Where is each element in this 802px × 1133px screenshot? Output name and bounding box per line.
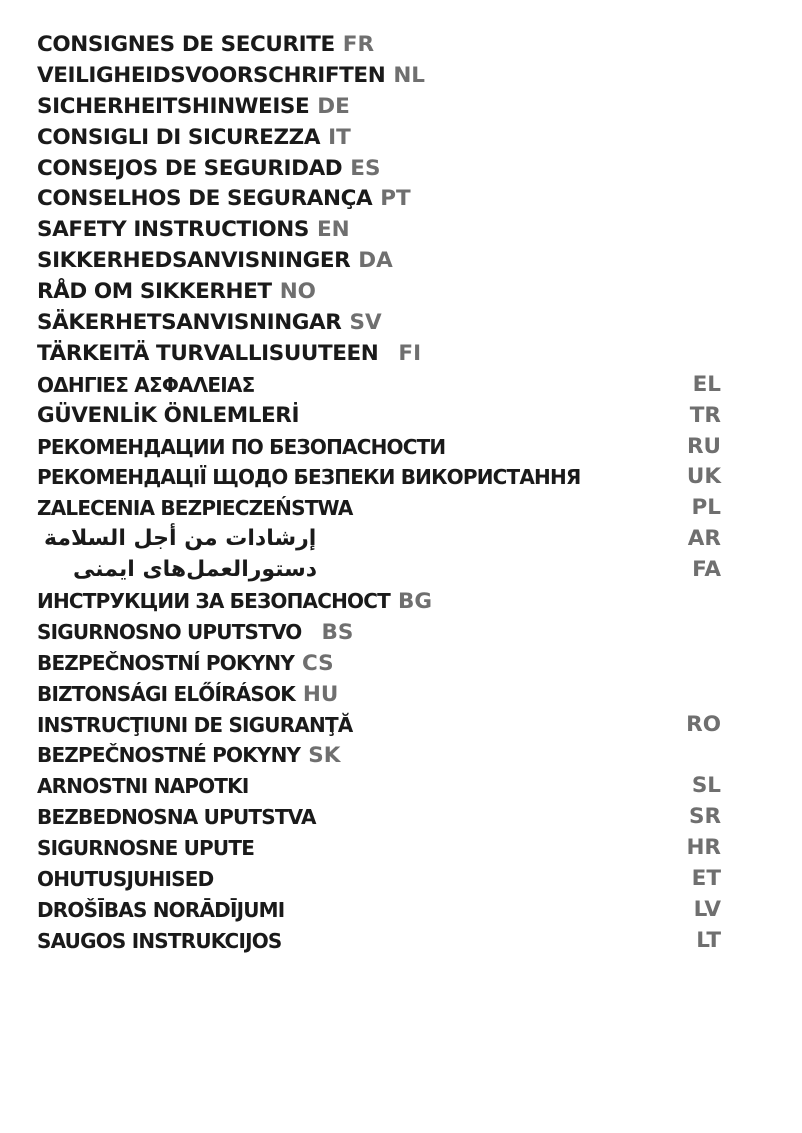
language-code-sr: SR <box>688 804 721 830</box>
heading-cs: BEZPEČNOSTNÍ POKYNY <box>37 650 294 675</box>
entry-sk <box>37 740 723 771</box>
heading-sl: ARNOSTNI NAPOTKI <box>37 774 249 799</box>
language-code-cs: CS <box>302 650 334 676</box>
entry-en <box>37 215 723 246</box>
heading-sv: SÄKERHETSANVISNINGAR <box>37 310 342 336</box>
language-code-hu: HU <box>302 681 339 707</box>
language-code-bs: BS <box>321 619 354 645</box>
entry-nl <box>37 61 723 92</box>
heading-fa: دستورالعمل‌های ایمنی <box>73 557 318 583</box>
language-code-bg: BG <box>397 589 432 615</box>
entry-et <box>37 864 723 895</box>
entry-tr <box>37 401 723 432</box>
entry-ro <box>37 710 723 741</box>
language-code-pt: PT <box>380 186 411 212</box>
language-code-tr: TR <box>689 402 721 428</box>
heading-nl: VEILIGHEIDSVOORSCHRIFTEN <box>37 62 386 88</box>
heading-da: SIKKERHEDSANVISNINGER <box>37 248 351 274</box>
entry-es <box>37 154 723 185</box>
entry-ar <box>37 524 723 555</box>
language-code-nl: NL <box>393 62 426 88</box>
heading-lt: SAUGOS INSTRUKCIJOS <box>37 928 282 953</box>
entry-uk <box>37 462 723 493</box>
heading-ru: РЕКОМЕНДАЦИИ ПО БЕЗОПАСНОСТИ <box>37 434 446 459</box>
language-code-fi: FI <box>398 340 422 366</box>
heading-pt: CONSELHOS DE SEGURANÇA <box>37 186 373 212</box>
entry-da <box>37 246 723 277</box>
heading-no: RÅD OM SIKKERHET <box>37 279 272 305</box>
language-code-el: EL <box>692 371 721 397</box>
heading-el: ΟΔΗΓΙΕΣ ΑΣΦΑΛΕΙΑΣ <box>37 372 255 397</box>
entry-pl <box>37 493 723 524</box>
heading-it: CONSIGLI DI SICUREZZA <box>37 124 321 150</box>
heading-uk: РЕКОМЕНДАЦІЇ ЩОДО БЕЗПЕКИ ВИКОРИСТАННЯ <box>37 465 581 490</box>
heading-fi: TÄRKEITÄ TURVALLISUUTEEN <box>37 340 379 366</box>
language-code-es: ES <box>350 155 381 181</box>
heading-lv: DROŠĪBAS NORĀDĪJUMI <box>37 897 285 922</box>
language-code-ar: AR <box>687 526 721 552</box>
heading-tr: GÜVENLİK ÖNLEMLERİ <box>37 402 300 428</box>
entry-lt <box>37 926 723 957</box>
heading-et: OHUTUSJUHISED <box>37 867 214 892</box>
entry-cs <box>37 648 723 679</box>
language-code-en: EN <box>316 217 350 243</box>
language-code-da: DA <box>358 248 393 274</box>
language-code-hr: HR <box>686 835 721 861</box>
heading-fr: CONSIGNES DE SECURITE <box>37 32 335 57</box>
language-code-it: IT <box>328 124 351 150</box>
entry-pt <box>37 184 723 215</box>
language-code-pl: PL <box>691 495 721 521</box>
entry-no <box>37 277 723 308</box>
entry-sv <box>37 308 723 339</box>
entry-ru <box>37 432 723 463</box>
language-code-fr: FR <box>342 32 375 57</box>
entry-hu <box>37 679 723 710</box>
entry-el <box>37 370 723 401</box>
language-code-no: NO <box>279 279 316 305</box>
language-code-sv: SV <box>349 310 382 336</box>
safety-instructions-list <box>37 30 723 957</box>
language-code-lt: LT <box>696 927 721 953</box>
entry-hr <box>37 833 723 864</box>
entry-de <box>37 92 723 123</box>
entry-fr <box>37 30 723 61</box>
entry-it <box>37 123 723 154</box>
entry-bg <box>37 586 723 617</box>
entry-fi <box>37 339 723 370</box>
heading-bg: ИНСТРУКЦИИ ЗА БЕЗОПАСНОСТ <box>37 589 390 614</box>
heading-es: CONSEJOS DE SEGURIDAD <box>37 155 343 181</box>
entry-bs <box>37 617 723 648</box>
heading-ar: إرشادات من أجل السلامة <box>44 526 317 552</box>
entry-sl <box>37 771 723 802</box>
language-code-fa: FA <box>692 557 721 583</box>
heading-pl: ZALECENIA BEZPIECZEŃSTWA <box>37 496 353 521</box>
heading-en: SAFETY INSTRUCTIONS <box>37 217 309 243</box>
entry-sr <box>37 802 723 833</box>
language-code-ru: RU <box>686 433 721 459</box>
language-code-et: ET <box>691 866 721 892</box>
heading-de: SICHERHEITSHINWEISE <box>37 93 310 119</box>
heading-sk: BEZPEČNOSTNÉ POKYNY <box>37 743 301 768</box>
language-code-lv: LV <box>693 896 721 922</box>
heading-hr: SIGURNOSNE UPUTE <box>37 836 255 861</box>
heading-bs: SIGURNOSNO UPUTSTVO <box>37 619 302 644</box>
entry-fa <box>37 555 723 586</box>
heading-hu: BIZTONSÁGI ELŐÍRÁSOK <box>37 681 295 706</box>
language-code-sk: SK <box>308 743 341 769</box>
entry-lv <box>37 895 723 926</box>
language-code-sl: SL <box>691 773 721 799</box>
language-code-de: DE <box>317 93 350 119</box>
language-code-uk: UK <box>686 464 721 490</box>
heading-sr: BEZBEDNOSNA UPUTSTVA <box>37 805 316 830</box>
heading-ro: INSTRUCŢIUNI DE SIGURANŢĂ <box>37 712 353 737</box>
language-code-ro: RO <box>686 711 721 737</box>
